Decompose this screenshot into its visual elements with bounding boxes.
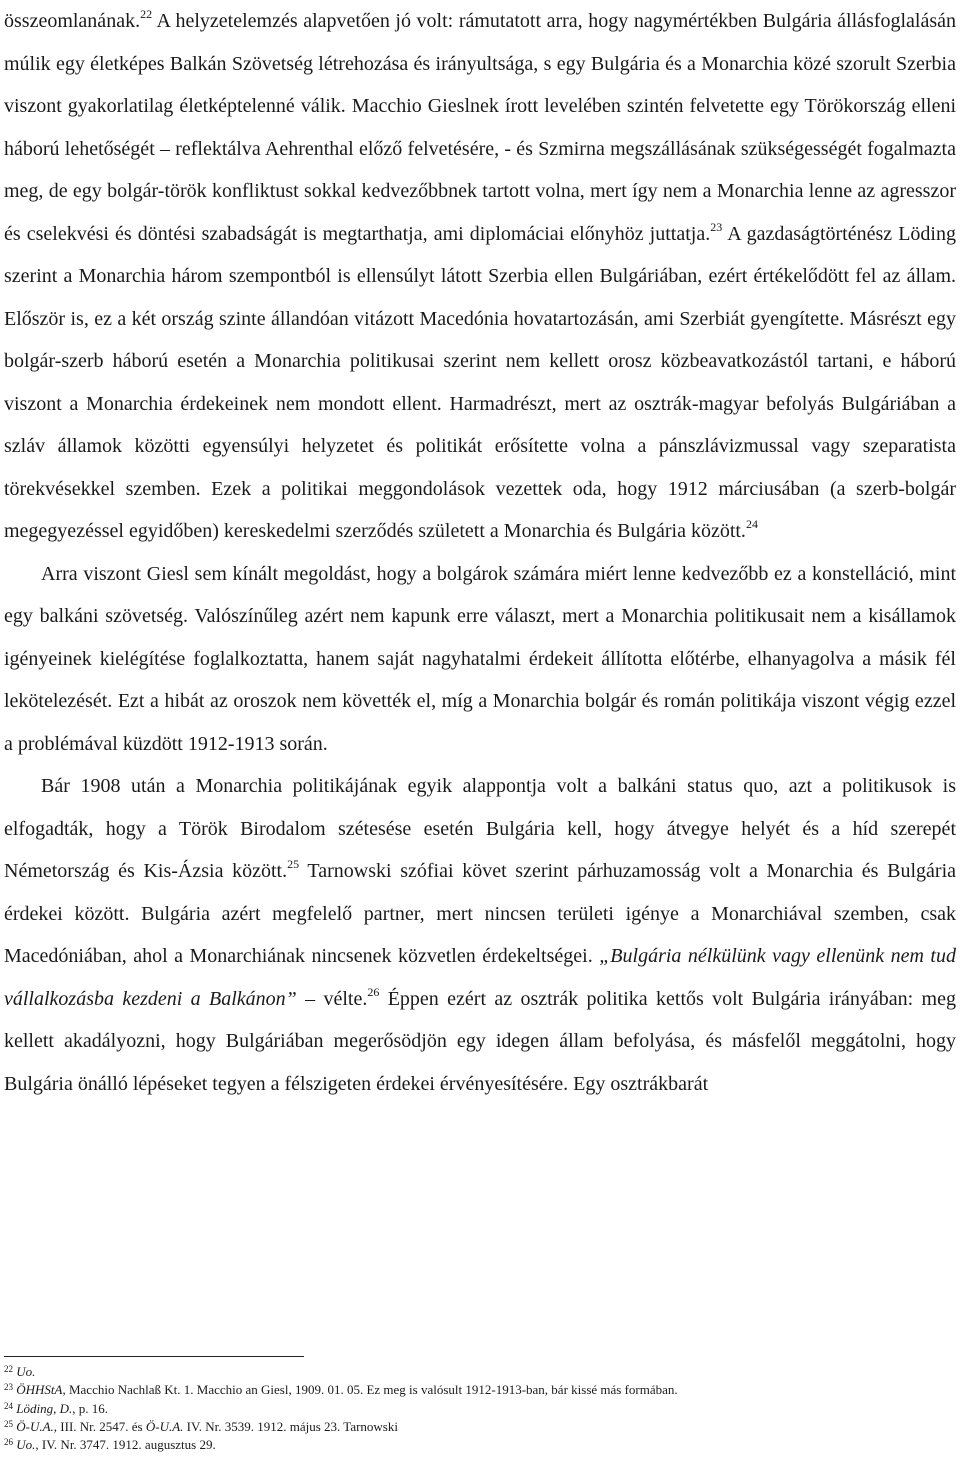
footnote-text: , IV. Nr. 3747. 1912. augusztus 29. (35, 1437, 216, 1453)
paragraph-text: összeomlanának. (4, 10, 141, 32)
footnote-ref: 23 (710, 219, 723, 234)
footnote-ref: 24 (745, 517, 758, 531)
paragraph-text: Bár 1908 után a Monarchia politikájának egyik alappontja volt a balkáni status quo, azt a politikusok is elfogadták, hogy a Török Birodalom szétesése esetén Bulgária kell, hogy átvegye helyét és a híd szerepét Németország és Kis-Ázsia között. (4, 775, 956, 882)
footnote (4, 1381, 956, 1399)
footnote-ref: 25 (287, 857, 300, 871)
footnote-emphasis: Uo. (16, 1364, 36, 1379)
footnote-emphasis: ÖHHStA (16, 1382, 63, 1398)
footnotes (4, 1356, 956, 1454)
footnote (4, 1418, 956, 1436)
footnote-number: 22 (4, 1364, 13, 1374)
paragraph (4, 0, 956, 553)
footnote-text: , p. 16. (72, 1400, 108, 1416)
paragraph-text: Éppen ezért az osztrák politika kettős volt Bulgária irányában: meg kellett akadályozni, hogy Bulgáriában megerősödjön egy idegen állam befolyása, és másfelől meggátolni, hogy Bulgária önálló lépéseket tegyen a félszigeten érdekei érvényesítésére. Egy osztrákbarát (4, 987, 956, 1095)
paragraph-text: Tarnowski szófiai követ szerint párhuzamosság volt a Monarchia és Bulgária érdekei között. Bulgária azért megfelelő partner, mert nincsen területi igénye a Monarchiával szemben, csak Macedóniában, ahol a Monarchiának nincsenek közvetlen érdekeltségei. (4, 860, 956, 967)
footnote-number: 25 (4, 1418, 13, 1429)
footnote-text: , III. Nr. 2547. és (53, 1418, 146, 1434)
footnote-number: 26 (4, 1437, 13, 1448)
paragraph-text: A gazdaságtörténész Löding szerint a Monarchia három szempontból is ellensúlyt látott Szerbia ellen Bulgáriában, ezért értékelődött fel az állam. Először is, ez a két ország szinte állandóan vitázott Macedónia hovatartozásán, ami Szerbiát gyengítette. Másrészt egy bolgár-szerb háború esetén a Monarchia politikusai szerint nem kellett orosz közbeavatkozástól tartani, e háború viszont a Monarchia érdekeinek nem mondott ellent. Harmadrészt, mert az osztrák-magyar befolyás Bulgáriában a szláv államok közötti egyensúlyi helyzetet és politikát erősítette volna a pánszlávizmussal vagy szeparatista törekvésekkel szemben. Ezek a politikai meggondolások vezettek oda, hogy 1912 márciusában (a szerb-bolgár megegyezéssel egyidőben) kereskedelmi szerződés született a Monarchia és Bulgária között. (4, 222, 956, 542)
footnote-ref: 22 (140, 7, 153, 21)
footnote-emphasis: Löding, D. (16, 1400, 73, 1416)
footnote-emphasis: Uo. (16, 1437, 36, 1453)
body-text (4, 0, 956, 1105)
paragraph (4, 765, 956, 1105)
paragraph-text: Arra viszont Giesl sem kínált megoldást, hogy a bolgárok számára miért lenne kedvezőbb ez a konstelláció, mint egy balkáni szövetség. Valószínűleg azért nem kapunk erre választ, mert a Monarchia politikusait nem a kisállamok igényeinek kielégítése foglalkoztatta, hanem saját nagyhatalmi érdekeit állította előtérbe, elhanyagolva a másik fél lekötelezését. Ezt a hibát az oroszok nem követték el, míg a Monarchia bolgár és román politikája viszont végig ezzel a problémával küzdött 1912-1913 során. (4, 562, 956, 755)
document-page (4, 0, 956, 1472)
footnote-number: 24 (4, 1400, 13, 1411)
footnote-number: 23 (4, 1382, 13, 1393)
paragraph (4, 553, 956, 766)
footnote-ref: 26 (367, 984, 380, 999)
footnote-text: IV. Nr. 3539. 1912. május 23. Tarnowski (183, 1418, 398, 1434)
paragraph-emphasis: „Bulgária nélkülünk vagy ellenünk nem tud vállalkozásba kezdeni a Balkánon” (4, 945, 956, 1010)
footnote-emphasis: Ö-U.A. (16, 1418, 54, 1434)
footnote (4, 1400, 956, 1418)
paragraph-text: – vélte. (296, 987, 368, 1010)
footnote-emphasis: Ö-U.A. (145, 1418, 184, 1434)
footnote-separator (4, 1356, 304, 1357)
paragraph-text: A helyzetelemzés alapvetően jó volt: rámutatott arra, hogy nagymértékben Bulgária állásfoglalásán múlik egy életképes Balkán Szövetség létrehozása és irányultsága, s egy Bulgária és a Monarchia közé szorult Szerbia viszont gyakorlatilag életképtelenné válik. Macchio Gieslnek írott levelében szintén felvetette egy Törökország elleni háború lehetőségét – reflektálva Aehrenthal előző felvetésére, - és Szmirna megszállásának szükségességét fogalmazta meg, de egy bolgár-török konfliktust sokkal kedvezőbbnek tartott volna, mert így nem a Monarchia lenne az agresszor és cselekvési és döntési szabadságát is megtarthatja, ami diplomáciai előnyhöz juttatja. (4, 10, 956, 245)
footnote (4, 1436, 956, 1454)
footnote-list (4, 1363, 956, 1454)
footnote (4, 1363, 956, 1381)
footnote-text: , Macchio Nachlaß Kt. 1. Macchio an Giesl, 1909. 01. 05. Ez meg is valósult 1912-1913-ban, bár kissé más formában. (62, 1382, 678, 1398)
